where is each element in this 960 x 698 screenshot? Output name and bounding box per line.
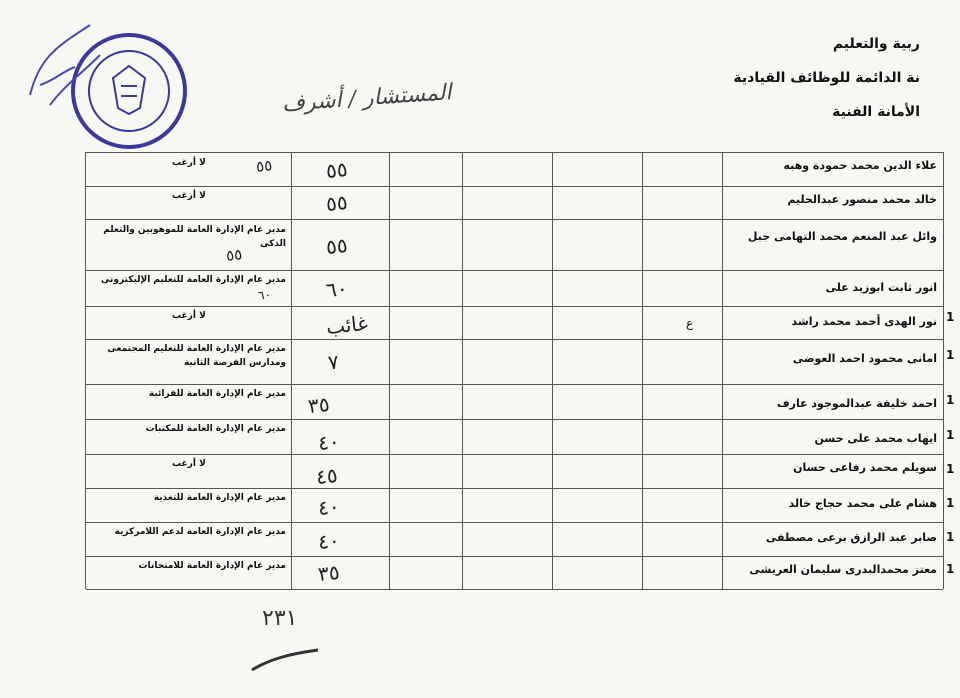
desired-position: مدير عام الإدارة العامة للتعليم المجتمعى ومدارس الفرصة الثانية	[107, 344, 286, 368]
table-row	[86, 523, 943, 557]
score: ٥٥	[324, 232, 349, 260]
desired-position: مدير عام الإدارة العامة لدعم اللامركزية	[114, 527, 286, 537]
handwritten-footer-number: ٢٣١	[262, 606, 298, 631]
margin-number: 1	[946, 530, 955, 544]
desired-position: مدير عام الإدارة العامة للمكتبات	[145, 424, 286, 434]
score: ٤٠	[316, 428, 341, 456]
table-row	[86, 307, 943, 340]
handwritten-title: المستشار / أشرف	[281, 80, 453, 117]
margin-number: 1	[946, 462, 955, 476]
margin-number: 1	[946, 562, 955, 576]
score: ٤٠	[316, 493, 341, 521]
candidate-name: صابر عبد الرازق برعى مصطفى	[765, 531, 937, 544]
table-row	[86, 385, 943, 420]
desired-position: مدير عام الإدارة العامة للتعليم الإليكترونى	[100, 275, 286, 285]
candidate-name: وائل عبد المنعم محمد التهامى جبل	[747, 230, 937, 243]
table-row	[86, 271, 943, 307]
score: ٦٠	[324, 275, 349, 303]
score: ٤٠	[316, 527, 341, 555]
score: ٤٥	[314, 462, 339, 490]
desired-position: لا أرغب	[172, 191, 206, 201]
candidate-name: احمد خليفة عبدالموجود عارف	[776, 397, 937, 410]
header-committee: نة الدائمة للوظائف القيادية	[733, 70, 920, 86]
table-row	[86, 187, 943, 220]
score: ٣٥	[316, 559, 341, 587]
candidate-name: نور الهدى أحمد محمد راشد	[791, 315, 937, 328]
margin-number: 1	[946, 393, 955, 407]
table-row	[86, 455, 943, 489]
score: ٣٥	[306, 391, 331, 419]
margin-number: 1	[946, 310, 955, 324]
margin-number: 1	[946, 348, 955, 362]
signature-stroke	[248, 640, 328, 680]
side-note: ٥٥	[225, 245, 244, 265]
table-row	[86, 489, 943, 523]
desired-position: مدير عام الإدارة العامة للقرائية	[148, 389, 286, 399]
side-note: ٦٠	[257, 287, 272, 303]
table-row	[86, 220, 943, 271]
score: غائب	[324, 310, 369, 340]
candidate-name: هشام على محمد حجاج خالد	[788, 497, 937, 510]
candidate-name: انور ثابت ابوزيد على	[825, 281, 937, 294]
table-row	[86, 340, 943, 385]
table-row	[86, 153, 943, 187]
header-secretariat: الأمانة الفنية	[832, 104, 920, 120]
header-ministry: ربية والتعليم	[832, 36, 920, 52]
candidates-table	[85, 152, 944, 589]
desired-position: لا أرغب	[172, 311, 206, 321]
desired-position: مدير عام الإدارة العامة للامتحانات	[138, 561, 286, 571]
candidate-name: سويلم محمد رفاعى حسان	[793, 461, 937, 474]
desired-position: مدير عام الإدارة العامة للتغذية	[153, 493, 286, 503]
desired-position: لا أرغب	[172, 158, 206, 168]
score: ٥٥	[324, 189, 349, 217]
candidate-name: امانى محمود احمد العوضى	[792, 352, 937, 365]
margin-number: 1	[946, 428, 955, 442]
table-row	[86, 557, 943, 590]
margin-number: 1	[946, 496, 955, 510]
candidate-name: ايهاب محمد على حسن	[814, 432, 937, 445]
tick-mark: ع	[686, 316, 694, 330]
candidate-name: خالد محمد منصور عبدالحليم	[787, 193, 937, 206]
candidate-name: معتز محمدالبدرى سليمان العريشى	[749, 563, 937, 576]
candidate-name: علاء الدين محمد حمودة وهبه	[783, 159, 937, 172]
desired-position: لا أرغب	[172, 459, 206, 469]
table-row	[86, 420, 943, 455]
signature-scribble	[20, 15, 110, 125]
side-note: ٥٥	[255, 156, 274, 176]
desired-position: مدير عام الإدارة العامة للموهوبين والتعلم الذكى	[103, 225, 286, 249]
score: ٥٥	[324, 156, 349, 184]
score: ٧	[326, 349, 340, 375]
